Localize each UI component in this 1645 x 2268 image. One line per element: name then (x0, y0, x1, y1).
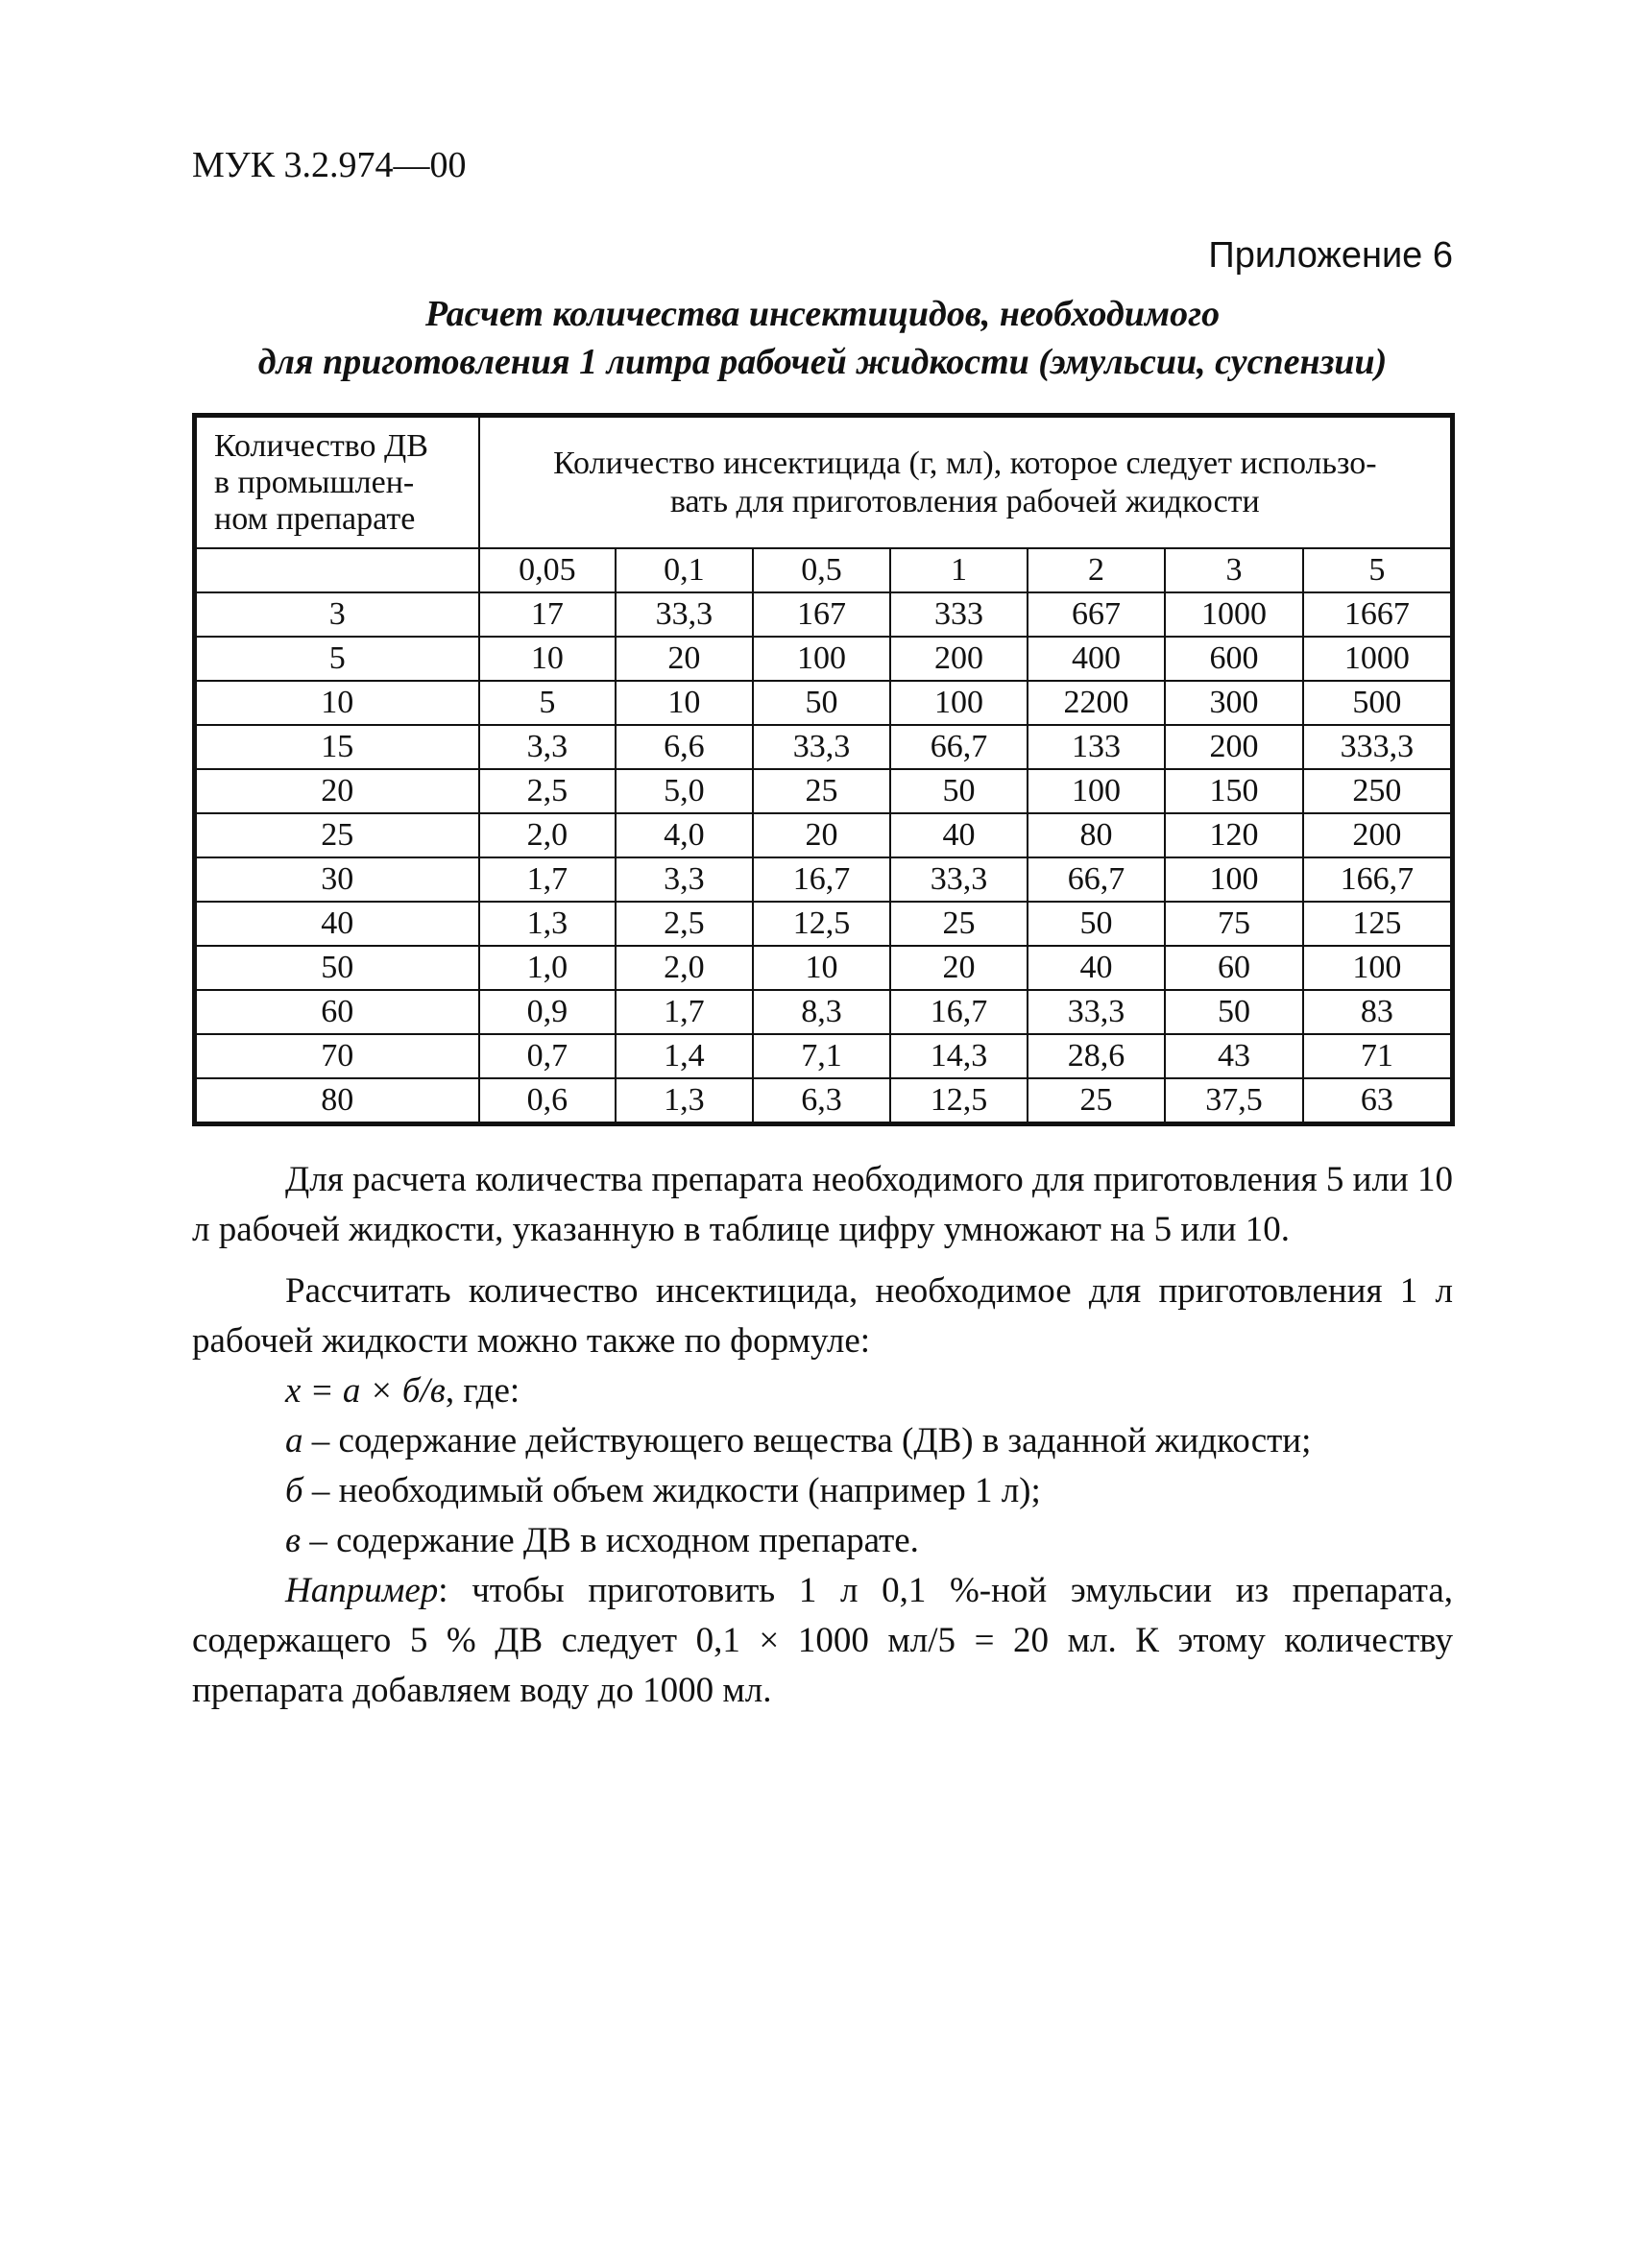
quantity-group-header (479, 416, 1453, 549)
table-title (192, 290, 1453, 386)
quantity-cell: 1,3 (616, 1078, 753, 1124)
variable-b: б (285, 1471, 303, 1510)
concentration-header-row (195, 548, 1453, 592)
quantity-cell: 6,6 (616, 725, 753, 769)
quantity-cell: 2,0 (616, 946, 753, 990)
concentration-header: 3 (1165, 548, 1303, 592)
quantity-cell: 60 (1165, 946, 1303, 990)
quantity-cell: 100 (1165, 857, 1303, 902)
quantity-cell: 125 (1303, 902, 1453, 946)
dv-header-line: ном препарате (214, 500, 416, 537)
table-row (195, 990, 1453, 1034)
quantity-cell: 2,5 (479, 769, 617, 813)
table-body (195, 592, 1453, 1124)
quantity-cell: 16,7 (753, 857, 891, 902)
quantity-cell: 1,7 (479, 857, 617, 902)
quantity-cell: 167 (753, 592, 891, 637)
quantity-cell: 133 (1028, 725, 1166, 769)
appendix-label: Приложение 6 (1208, 235, 1453, 276)
quantity-cell: 2,5 (616, 902, 753, 946)
quantity-cell: 33,3 (890, 857, 1028, 902)
quantity-cell: 200 (1303, 813, 1453, 857)
formula-line (192, 1366, 1453, 1416)
concentration-header: 0,5 (753, 548, 891, 592)
quantity-cell: 1000 (1303, 637, 1453, 681)
group-header-line: вать для приготовления рабочей жидкости (669, 483, 1260, 519)
dv-cell: 25 (195, 813, 479, 857)
table-row (195, 725, 1453, 769)
quantity-cell: 600 (1165, 637, 1303, 681)
quantity-cell: 16,7 (890, 990, 1028, 1034)
paragraph-multiply: Для расчета количества препарата необходимого для приготовления 5 или 10 л рабочей жидкости, указанную в таблице цифру умножают на 5 или 10. (192, 1160, 1453, 1249)
example-text: : чтобы приготовить 1 л 0,1 %-ной эмульсии из препарата, содержащего 5 % ДВ следует 0,1 × 1000 мл/5 = 20 мл. К этому количеству препарата добавляем воду до 1000 мл. (192, 1571, 1453, 1710)
quantity-cell: 8,3 (753, 990, 891, 1034)
quantity-cell: 166,7 (1303, 857, 1453, 902)
quantity-cell: 10 (479, 637, 617, 681)
quantity-cell: 100 (753, 637, 891, 681)
variable-c: в (285, 1521, 302, 1560)
table-row (195, 681, 1453, 725)
dv-cell: 30 (195, 857, 479, 902)
table-row (195, 946, 1453, 990)
quantity-cell: 33,3 (753, 725, 891, 769)
dv-cell: 60 (195, 990, 479, 1034)
concentration-header: 0,1 (616, 548, 753, 592)
quantity-cell: 333,3 (1303, 725, 1453, 769)
quantity-cell: 300 (1165, 681, 1303, 725)
definition-c (192, 1516, 1453, 1566)
quantity-cell: 66,7 (1028, 857, 1166, 902)
dv-cell: 80 (195, 1078, 479, 1124)
dv-cell: 20 (195, 769, 479, 813)
quantity-cell: 83 (1303, 990, 1453, 1034)
definition-a (192, 1416, 1453, 1466)
quantity-cell: 333 (890, 592, 1028, 637)
dv-cell: 70 (195, 1034, 479, 1078)
table-row (195, 769, 1453, 813)
quantity-cell: 33,3 (616, 592, 753, 637)
quantity-cell: 10 (616, 681, 753, 725)
quantity-cell: 2200 (1028, 681, 1166, 725)
quantity-cell: 200 (1165, 725, 1303, 769)
variable-a: a (285, 1421, 303, 1460)
quantity-cell: 50 (1165, 990, 1303, 1034)
quantity-cell: 50 (753, 681, 891, 725)
quantity-cell: 25 (1028, 1078, 1166, 1124)
quantity-cell: 25 (890, 902, 1028, 946)
dv-cell: 3 (195, 592, 479, 637)
table-row (195, 902, 1453, 946)
quantity-cell: 100 (1028, 769, 1166, 813)
quantity-cell: 1000 (1165, 592, 1303, 637)
dv-column-header (195, 416, 479, 549)
concentration-header: 2 (1028, 548, 1166, 592)
quantity-cell: 14,3 (890, 1034, 1028, 1078)
table-row (195, 592, 1453, 637)
paragraph-formula-intro: Рассчитать количество инсектицида, необходимое для приготовления 1 л рабочей жидкости можно также по формуле: (192, 1271, 1453, 1361)
quantity-cell: 100 (1303, 946, 1453, 990)
quantity-cell: 12,5 (890, 1078, 1028, 1124)
quantity-cell: 400 (1028, 637, 1166, 681)
quantity-cell: 4,0 (616, 813, 753, 857)
quantity-cell: 37,5 (1165, 1078, 1303, 1124)
quantity-cell: 50 (890, 769, 1028, 813)
quantity-cell: 200 (890, 637, 1028, 681)
quantity-cell: 20 (753, 813, 891, 857)
dv-header-line: в промышлен- (214, 464, 415, 500)
definition-b-text: – необходимый объем жидкости (например 1 л); (302, 1471, 1041, 1510)
dv-cell: 15 (195, 725, 479, 769)
dv-cell: 50 (195, 946, 479, 990)
quantity-cell: 75 (1165, 902, 1303, 946)
example-paragraph (192, 1566, 1453, 1716)
quantity-cell: 5 (479, 681, 617, 725)
quantity-cell: 1,0 (479, 946, 617, 990)
concentration-header: 0,05 (479, 548, 617, 592)
definition-a-text: – содержание действующего вещества (ДВ) в заданной жидкости; (302, 1421, 1312, 1460)
quantity-cell: 1667 (1303, 592, 1453, 637)
body-text (192, 1155, 1453, 1716)
table-row (195, 857, 1453, 902)
example-label: Например (285, 1571, 439, 1610)
quantity-cell: 33,3 (1028, 990, 1166, 1034)
quantity-cell: 0,6 (479, 1078, 617, 1124)
table-row (195, 637, 1453, 681)
quantity-cell: 43 (1165, 1034, 1303, 1078)
group-header-line: Количество инсектицида (г, мл), которое следует использо- (553, 445, 1377, 481)
quantity-cell: 66,7 (890, 725, 1028, 769)
table-header-row (195, 416, 1453, 549)
quantity-cell: 2,0 (479, 813, 617, 857)
definition-c-text: – содержание ДВ в исходном препарате. (301, 1521, 919, 1560)
formula: x = a × б/в (285, 1371, 446, 1411)
quantity-cell: 50 (1028, 902, 1166, 946)
quantity-cell: 63 (1303, 1078, 1453, 1124)
table-row (195, 1034, 1453, 1078)
concentration-header: 1 (890, 548, 1028, 592)
quantity-cell: 6,3 (753, 1078, 891, 1124)
quantity-cell: 7,1 (753, 1034, 891, 1078)
quantity-cell: 0,7 (479, 1034, 617, 1078)
title-line-2: для приготовления 1 литра рабочей жидкости (эмульсии, суспензии) (257, 342, 1388, 382)
title-line-1: Расчет количества инсектицидов, необходимого (424, 294, 1221, 334)
dv-cell: 5 (195, 637, 479, 681)
table-row (195, 813, 1453, 857)
quantity-cell: 1,4 (616, 1034, 753, 1078)
quantity-cell: 0,9 (479, 990, 617, 1034)
quantity-cell: 250 (1303, 769, 1453, 813)
insecticide-table (192, 413, 1455, 1126)
quantity-cell: 20 (616, 637, 753, 681)
quantity-cell: 1,7 (616, 990, 753, 1034)
quantity-cell: 10 (753, 946, 891, 990)
quantity-cell: 71 (1303, 1034, 1453, 1078)
quantity-cell: 5,0 (616, 769, 753, 813)
quantity-cell: 3,3 (616, 857, 753, 902)
quantity-cell: 120 (1165, 813, 1303, 857)
quantity-cell: 100 (890, 681, 1028, 725)
quantity-cell: 667 (1028, 592, 1166, 637)
dv-header-line: Количество ДВ (214, 427, 428, 464)
document-code: МУК 3.2.974—00 (192, 145, 467, 185)
quantity-cell: 25 (753, 769, 891, 813)
concentration-header: 5 (1303, 548, 1453, 592)
quantity-cell: 3,3 (479, 725, 617, 769)
quantity-cell: 40 (1028, 946, 1166, 990)
quantity-cell: 12,5 (753, 902, 891, 946)
dv-cell: 10 (195, 681, 479, 725)
quantity-cell: 500 (1303, 681, 1453, 725)
definition-b (192, 1466, 1453, 1516)
dv-cell: 40 (195, 902, 479, 946)
quantity-cell: 40 (890, 813, 1028, 857)
quantity-cell: 1,3 (479, 902, 617, 946)
quantity-cell: 150 (1165, 769, 1303, 813)
quantity-cell: 28,6 (1028, 1034, 1166, 1078)
quantity-cell: 17 (479, 592, 617, 637)
empty-header-cell (195, 548, 479, 592)
formula-suffix: , где: (445, 1371, 520, 1411)
quantity-cell: 80 (1028, 813, 1166, 857)
quantity-cell: 20 (890, 946, 1028, 990)
table-row (195, 1078, 1453, 1124)
